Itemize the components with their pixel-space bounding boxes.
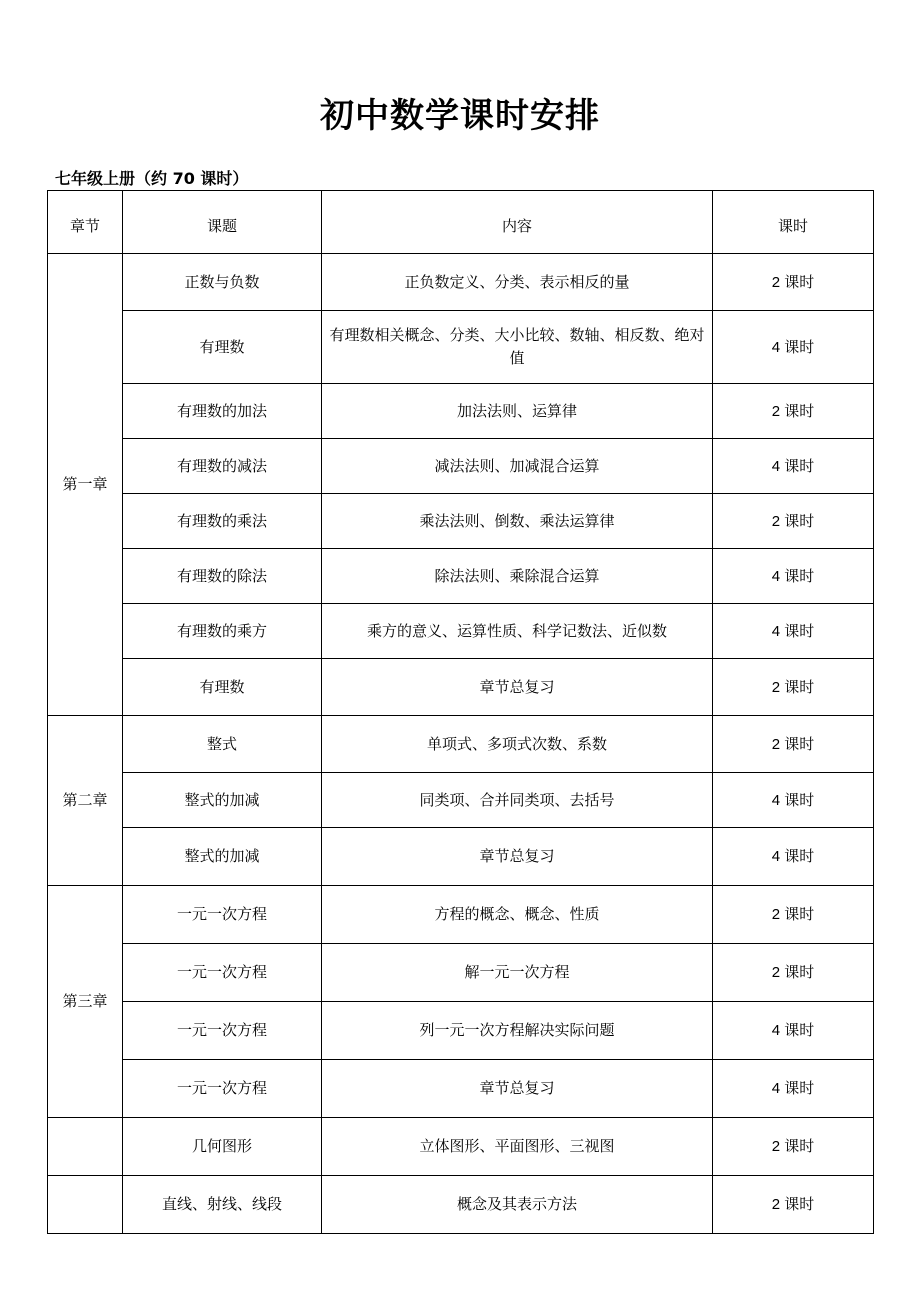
hours-cell: 4 课时 xyxy=(713,773,874,828)
hours-cell: 2 课时 xyxy=(713,716,874,773)
content-cell: 加法法则、运算律 xyxy=(322,384,713,439)
content-cell: 列一元一次方程解决实际问题 xyxy=(322,1002,713,1060)
table-row xyxy=(48,604,874,659)
topic-cell: 有理数的乘法 xyxy=(123,494,322,549)
hours-cell: 2 课时 xyxy=(713,1176,874,1234)
topic-cell: 直线、射线、线段 xyxy=(123,1176,322,1234)
hours-cell: 4 课时 xyxy=(713,828,874,886)
content-cell: 立体图形、平面图形、三视图 xyxy=(322,1118,713,1176)
content-cell: 除法法则、乘除混合运算 xyxy=(322,549,713,604)
topic-cell: 整式 xyxy=(123,716,322,773)
topic-cell: 有理数的加法 xyxy=(123,384,322,439)
hours-cell: 2 课时 xyxy=(713,886,874,944)
content-cell: 方程的概念、概念、性质 xyxy=(322,886,713,944)
hours-cell: 4 课时 xyxy=(713,549,874,604)
hours-cell: 2 课时 xyxy=(713,1118,874,1176)
table-row xyxy=(48,716,874,773)
hours-cell: 4 课时 xyxy=(713,439,874,494)
hours-cell: 2 课时 xyxy=(713,384,874,439)
chapter-cell xyxy=(48,1176,123,1234)
table-row xyxy=(48,254,874,311)
table-header xyxy=(48,191,874,254)
page-title: 初中数学课时安排 xyxy=(320,96,600,136)
topic-cell: 一元一次方程 xyxy=(123,886,322,944)
topic-cell: 整式的加减 xyxy=(123,773,322,828)
table-row xyxy=(48,439,874,494)
hours-cell: 2 课时 xyxy=(713,659,874,716)
topic-cell: 有理数 xyxy=(123,311,322,384)
section-subtitle: 七年级上册（约 70 课时） xyxy=(55,169,249,188)
topic-cell: 正数与负数 xyxy=(123,254,322,311)
content-cell: 乘方的意义、运算性质、科学记数法、近似数 xyxy=(322,604,713,659)
hours-cell: 2 课时 xyxy=(713,254,874,311)
content-cell: 减法法则、加减混合运算 xyxy=(322,439,713,494)
hours-cell: 4 课时 xyxy=(713,1002,874,1060)
hours-cell: 4 课时 xyxy=(713,604,874,659)
header-topic: 课题 xyxy=(123,191,322,254)
table-row xyxy=(48,494,874,549)
content-cell: 正负数定义、分类、表示相反的量 xyxy=(322,254,713,311)
topic-cell: 几何图形 xyxy=(123,1118,322,1176)
hours-cell: 4 课时 xyxy=(713,311,874,384)
topic-cell: 一元一次方程 xyxy=(123,1002,322,1060)
content-cell: 章节总复习 xyxy=(322,1060,713,1118)
table-row xyxy=(48,549,874,604)
topic-cell: 有理数的减法 xyxy=(123,439,322,494)
topic-cell: 有理数 xyxy=(123,659,322,716)
chapter-cell: 第一章 xyxy=(48,254,123,716)
table-row xyxy=(48,773,874,828)
table-body xyxy=(48,254,874,1234)
content-cell: 解一元一次方程 xyxy=(322,944,713,1002)
schedule-table xyxy=(47,190,874,1234)
content-cell: 有理数相关概念、分类、大小比较、数轴、相反数、绝对值 xyxy=(322,311,713,384)
table-row xyxy=(48,944,874,1002)
table-row xyxy=(48,1002,874,1060)
table-row xyxy=(48,1118,874,1176)
table-row xyxy=(48,886,874,944)
header-content: 内容 xyxy=(322,191,713,254)
content-cell: 章节总复习 xyxy=(322,828,713,886)
header-hours: 课时 xyxy=(713,191,874,254)
header-chapter: 章节 xyxy=(48,191,123,254)
table-row xyxy=(48,1060,874,1118)
chapter-cell: 第二章 xyxy=(48,716,123,886)
chapter-cell xyxy=(48,1118,123,1176)
hours-cell: 4 课时 xyxy=(713,1060,874,1118)
topic-cell: 整式的加减 xyxy=(123,828,322,886)
topic-cell: 有理数的乘方 xyxy=(123,604,322,659)
hours-cell: 2 课时 xyxy=(713,494,874,549)
table-row xyxy=(48,384,874,439)
content-cell: 概念及其表示方法 xyxy=(322,1176,713,1234)
table-row xyxy=(48,311,874,384)
content-cell: 单项式、多项式次数、系数 xyxy=(322,716,713,773)
chapter-cell: 第三章 xyxy=(48,886,123,1118)
table-row xyxy=(48,659,874,716)
table-row xyxy=(48,1176,874,1234)
content-cell: 章节总复习 xyxy=(322,659,713,716)
header-row xyxy=(48,191,874,254)
content-cell: 乘法法则、倒数、乘法运算律 xyxy=(322,494,713,549)
topic-cell: 一元一次方程 xyxy=(123,1060,322,1118)
topic-cell: 一元一次方程 xyxy=(123,944,322,1002)
table-row xyxy=(48,828,874,886)
content-cell: 同类项、合并同类项、去括号 xyxy=(322,773,713,828)
topic-cell: 有理数的除法 xyxy=(123,549,322,604)
hours-cell: 2 课时 xyxy=(713,944,874,1002)
